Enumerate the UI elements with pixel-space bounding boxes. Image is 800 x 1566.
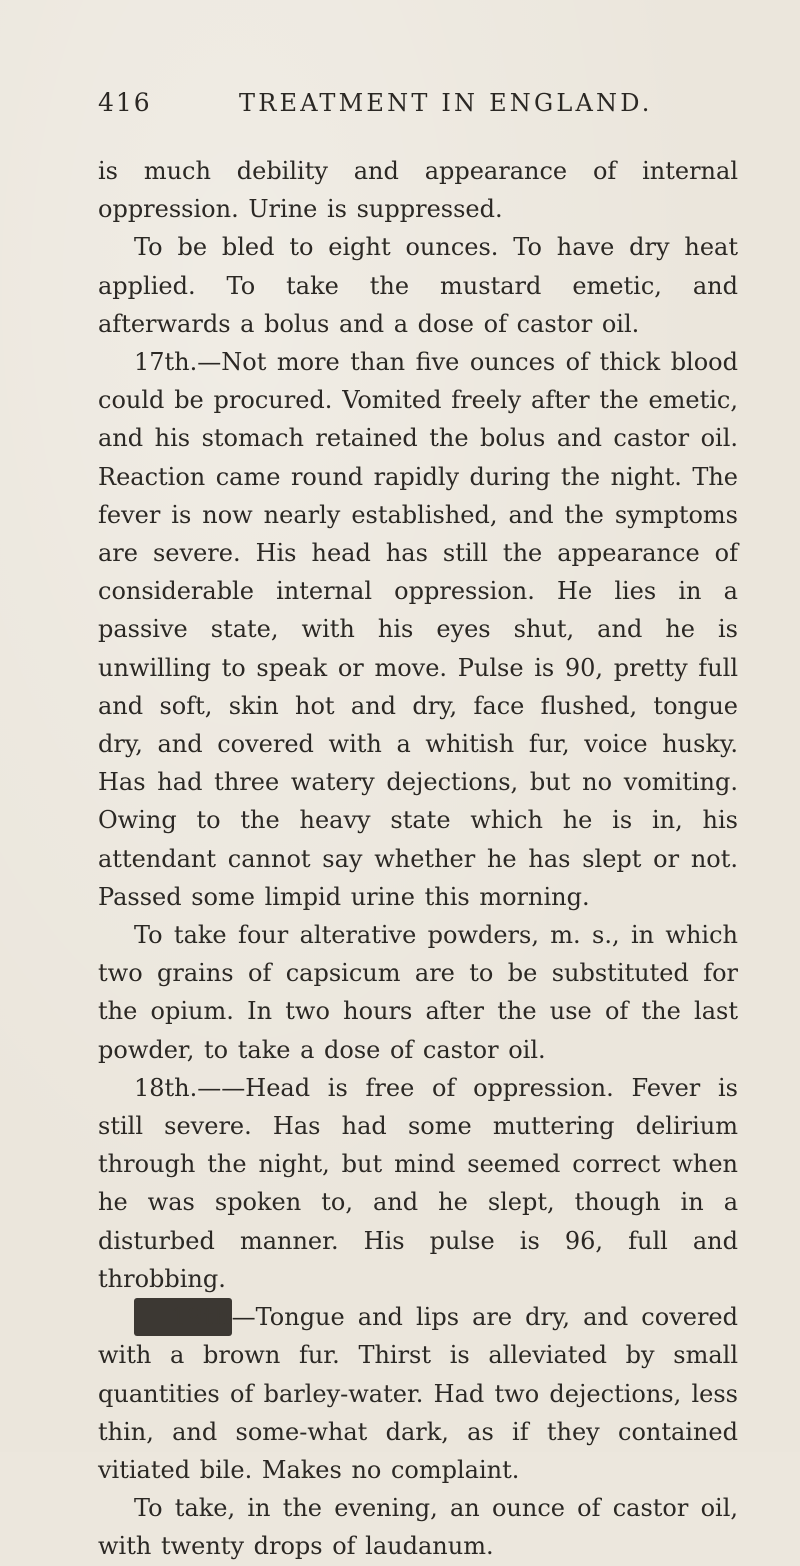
paragraph-19th <box>98 1298 738 1489</box>
paragraph-17th: 17th.—Not more than five ounces of thick blood could be procured. Vomited freely after the emetic, and his stomach retained the bolus and castor oil. Reaction came round rapidly during the night. The fever is now nearly established, and the symptoms are severe. His head has still the appearance of considerable internal oppression. He lies in a passive state, with his eyes shut, and he is unwilling to speak or move. Pulse is 90, pretty full and soft, skin hot and dry, face flushed, tongue dry, and covered with a whitish fur, voice husky. Has had three watery dejections, but no vomiting. Owing to the heavy state which he is in, his attendant cannot say whether he has slept or not. Passed some limpid urine this morning. <box>98 348 738 911</box>
body-text <box>98 152 738 1566</box>
paragraph-18th: 18th.——Head is free of oppression. Fever is still severe. Has had some muttering delirium through the night, but mind seemed correct when he was spoken to, and he slept, though in a disturbed manner. His pulse is 96, full and throbbing. <box>98 1073 738 1293</box>
paragraph-continuation: is much debility and appearance of internal oppression. Urine is suppressed. <box>98 157 738 224</box>
running-title: TREATMENT IN ENGLAND. <box>239 89 653 117</box>
page-number: 416 <box>98 88 152 117</box>
paragraph-prescription-1: To be bled to eight ounces. To have dry heat applied. To take the mustard emetic, and afterwards a bolus and a dose of castor oil. <box>98 233 738 338</box>
smudged-date: 19th <box>134 1298 232 1336</box>
paragraph-prescription-2: To take four alterative powders, m. s., in which two grains of capsicum are to be substituted for the opium. In two hours after the use of the last powder, to take a dose of castor oil. <box>98 921 738 1064</box>
paragraph-prescription-3: To take, in the evening, an ounce of castor oil, with twenty drops of laudanum. <box>98 1494 738 1561</box>
running-head <box>98 88 738 152</box>
paragraph-19th-text: —Tongue and lips are dry, and covered with a brown fur. Thirst is alleviated by small quantities of barley-water. Had two dejections, less thin, and some-what dark, as if they contained vitiated bile. Makes no complaint. <box>98 1303 738 1484</box>
